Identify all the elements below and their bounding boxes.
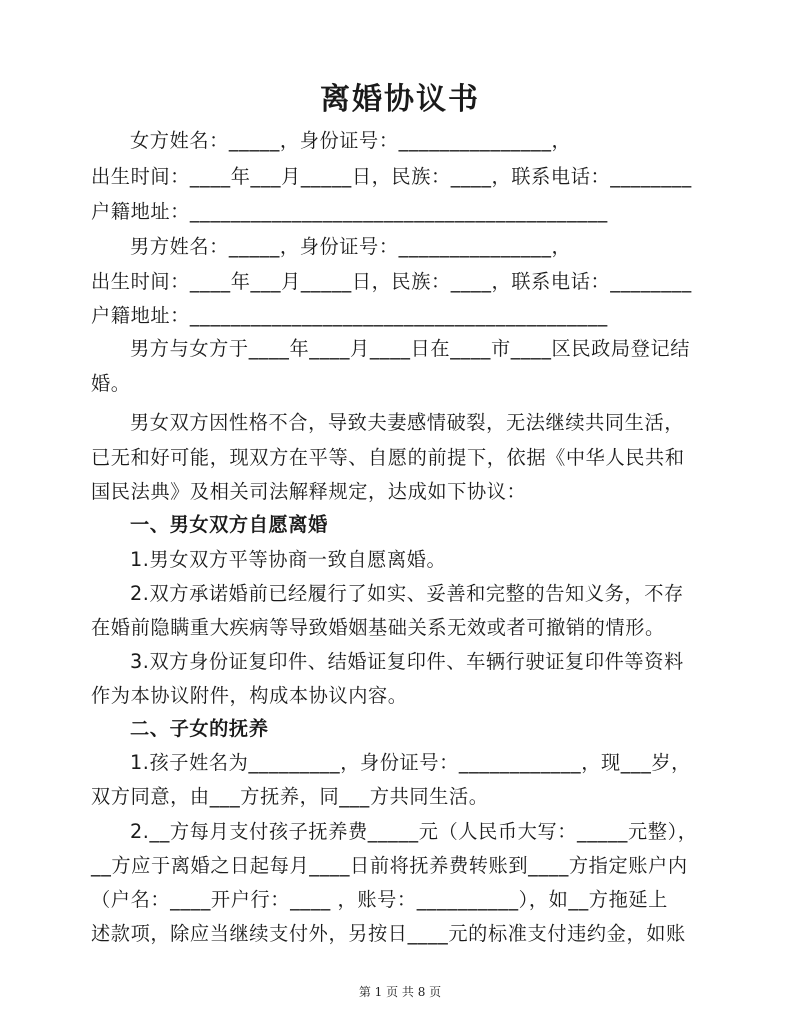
clause-2-2-cont-3: 述款项，除应当继续支付外，另按日____元的标准支付违约金，如账 <box>91 922 686 945</box>
section-heading-1: 一、男女双方自愿离婚 <box>130 513 328 536</box>
document-title: 离婚协议书 <box>320 82 480 117</box>
line-reason-2: 已无和好可能，现双方在平等、自愿的前提下，依据《中华人民共和 <box>91 446 685 469</box>
clause-2-2: 2.__方每月支付孩子抚养费_____元（人民币大写：_____元整）， <box>130 820 698 843</box>
line-female-address: 户籍地址：_________________________________________ <box>91 200 608 223</box>
clause-1-1: 1.男女双方平等协商一致自愿离婚。 <box>130 548 447 571</box>
clause-1-3-cont: 作为本协议附件，构成本协议内容。 <box>91 684 408 707</box>
clause-2-2-cont-2: （户名：____开户行：____ ，账号：__________），如__方拖延上 <box>91 888 668 911</box>
clause-1-2: 2.双方承诺婚前已经履行了如实、妥善和完整的告知义务，不存 <box>130 582 684 605</box>
page-number: 第 1 页 共 8 页 <box>358 985 442 999</box>
clause-1-2-cont: 在婚前隐瞒重大疾病等导致婚姻基础关系无效或者可撤销的情形。 <box>91 616 665 639</box>
line-female-name: 女方姓名：_____，身份证号：_______________， <box>130 129 572 152</box>
section-heading-2: 二、子女的抚养 <box>130 717 269 740</box>
clause-1-3: 3.双方身份证复印件、结婚证复印件、车辆行驶证复印件等资料 <box>130 650 684 673</box>
clause-2-1: 1.孩子姓名为_________，身份证号：____________，现___岁， <box>130 751 691 774</box>
clause-2-2-cont-1: __方应于离婚之日起每月____日前将抚养费转账到____方指定账户内 <box>91 854 688 877</box>
line-reason-3: 国民法典》及相关司法解释规定，达成如下协议： <box>91 480 527 503</box>
line-marriage-registration: 男方与女方于____年____月____日在____市____区民政局登记结 <box>130 337 691 360</box>
clause-2-1-cont: 双方同意，由___方抚养，同___方共同生活。 <box>91 785 489 808</box>
line-male-name: 男方姓名：_____，身份证号：_______________， <box>130 235 572 258</box>
line-marriage-registration-cont: 婚。 <box>91 372 131 395</box>
line-reason-1: 男女双方因性格不合，导致夫妻感情破裂，无法继续共同生活， <box>130 411 685 434</box>
line-male-address: 户籍地址：_________________________________________ <box>91 304 608 327</box>
line-female-birth: 出生时间：____年___月_____日，民族：____，联系电话：________ <box>91 165 692 188</box>
line-male-birth: 出生时间：____年___月_____日，民族：____，联系电话：________ <box>91 270 692 293</box>
